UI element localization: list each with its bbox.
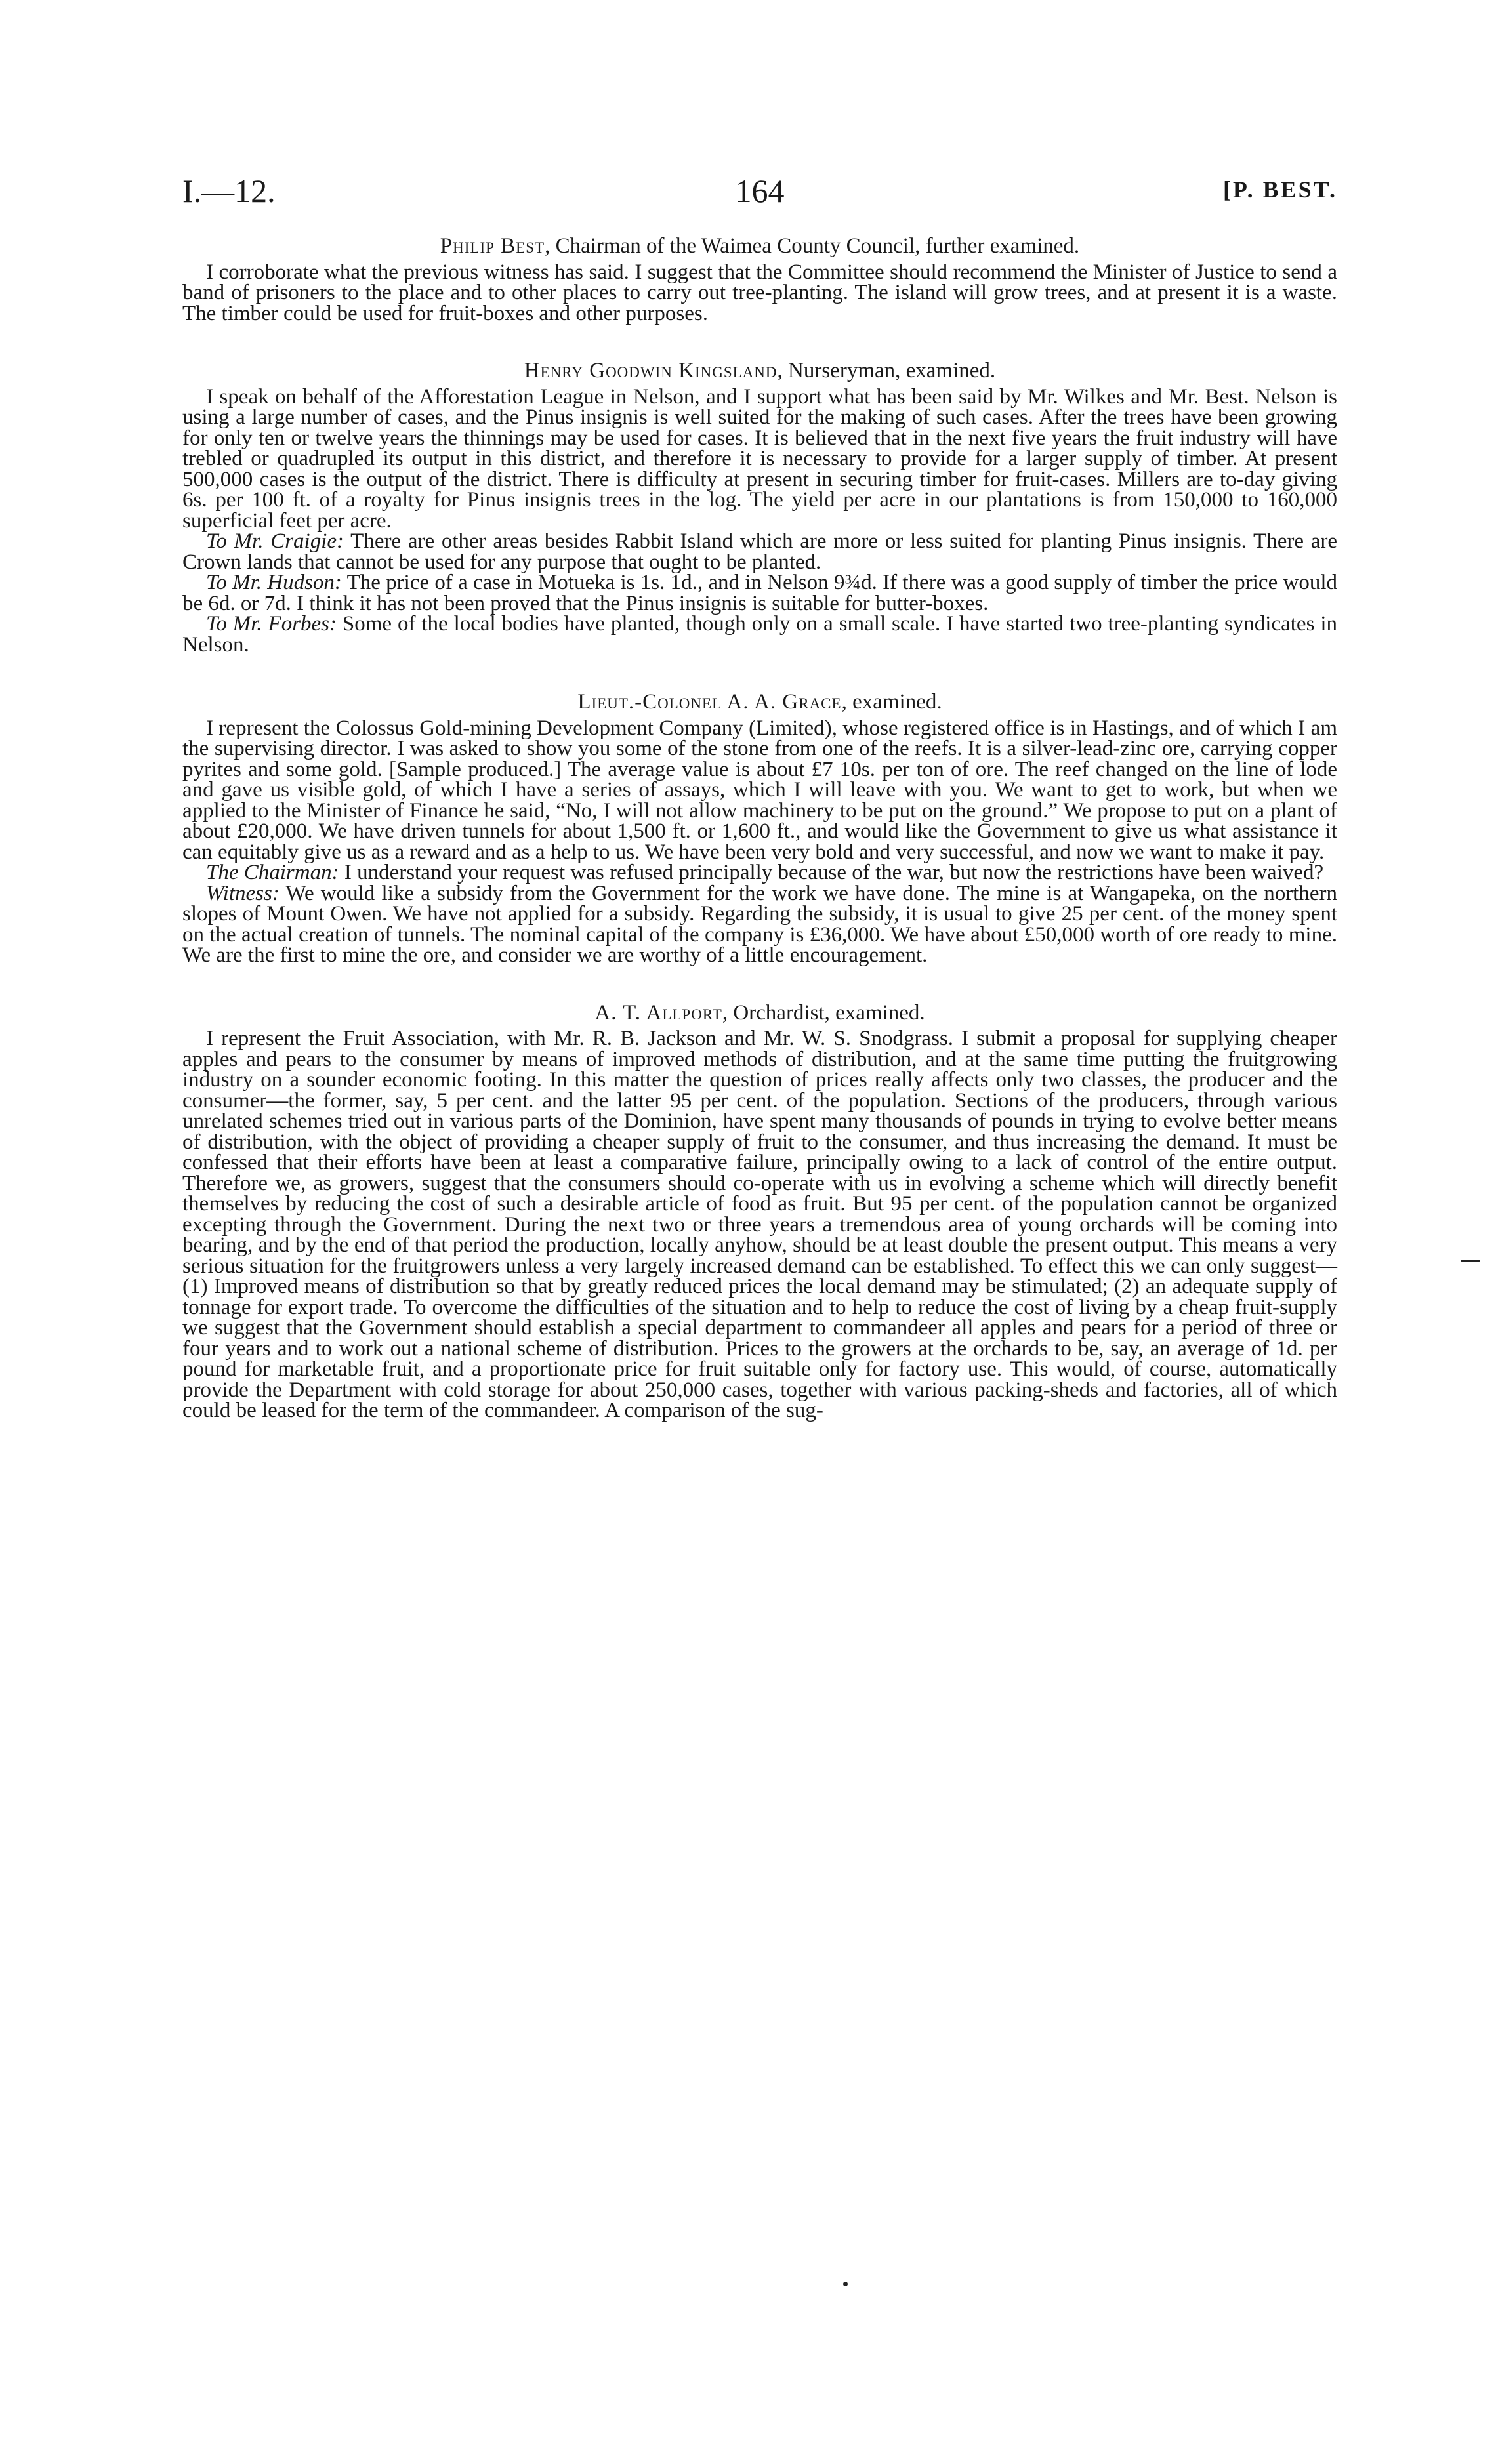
- questioner-label: To Mr. Forbes:: [206, 612, 337, 636]
- testimony-text: I speak on behalf of the Afforestation League in Nelson, and I support what has been said by Mr. Wilkes and Mr. Best. Nelson is using a large number of cases, and the Pinus insignis is well suited for the making of such cases. After the trees have been growing for only ten or twelve years the thinnings may be used for cases. It is believed that in the next five years the fruit industry will have trebled or quadrupled its output in this district, and therefore it is necessary to provide for a larger supply of timber. At present 500,000 cases is the output of the district. There is difficulty at present in securing timber for fruit-cases. Millers are to-day giving 6s. per 100 ft. of a royalty for Pinus insignis trees in the log. The yield per acre in our plantations is from 150,000 to 160,000 superficial feet per acre.: [182, 384, 1337, 533]
- scan-speck: [843, 2282, 848, 2286]
- witness-description: , Chairman of the Waimea County Council, further examined.: [545, 234, 1080, 258]
- testimony-paragraph: [182, 1029, 1337, 1422]
- testimony-paragraph: [182, 531, 1337, 573]
- testimony-text: I represent the Colossus Gold-mining Development Company (Limited), whose registered office is in Hastings, and of which I am the supervising director. I was asked to show you some of the stone from one of the reefs. It is a silver-lead-zinc ore, carrying copper pyrites and some gold. [Sample produced.] The average value is about £7 10s. per ton of ore. The reef changed on the line of lode and gave us visible gold, of which I have a series of assays, which I will leave with you. We want to get to work, but when we applied to the Minister of Finance he said, “No, I will not allow machinery to be put on the ground.” We propose to put on a plant of about £20,000. We have driven tunnels for about 1,500 ft. or 1,600 ft., and would like the Government to give us what assistance it can equitably give us as a reward and as a help to us. We have been very bold and very successful, and now we want to make it pay.: [182, 716, 1337, 864]
- witness-name: A. T. Allport: [594, 1000, 722, 1025]
- testimony-paragraph: [182, 863, 1337, 884]
- witness-heading: [182, 1000, 1337, 1025]
- witness-name: Philip Best: [440, 234, 545, 258]
- section-spacer: [182, 324, 1337, 361]
- witness-name: Henry Goodwin Kingsland: [524, 359, 778, 382]
- testimony-text: I understand your request was refused principally because of the war, but now the restrictions have been waived?: [339, 861, 1324, 884]
- testimony-text: We would like a subsidy from the Government for the work we have done. The mine is at Wangapeka, on the northern slopes of Mount Owen. We have not applied for a subsidy. Regarding the subsidy, it is usual to give 25 per cent. of the money spent on the actual creation of tunnels. The nominal capital of the company is £36,000. We have about £50,000 worth of ore ready to mine. We are the first to mine the ore, and consider we are worthy of a little encouragement.: [182, 881, 1337, 967]
- witness-running-head: [P. BEST.: [1222, 176, 1337, 203]
- questioner-label: To Mr. Craigie:: [206, 529, 344, 553]
- testimony-text: The price of a case in Motueka is 1s. 1d., and in Nelson 9¾d. If there was a good supply of timber the price would be 6d. or 7d. I think it has not been proved that the Pinus insignis is suitable for butter-boxes.: [182, 571, 1337, 615]
- witness-heading: [182, 692, 1337, 713]
- page-header: [182, 172, 1337, 218]
- witness-section: [182, 236, 1337, 324]
- questioner-label: To Mr. Hudson:: [206, 571, 342, 594]
- testimony-paragraph: [182, 573, 1337, 614]
- witness-heading: [182, 236, 1337, 257]
- testimony-text: There are other areas besides Rabbit Island which are more or less suited for planting Pinus insignis. There are Crown lands that cannot be used for any purpose that ought to be planted.: [182, 529, 1338, 574]
- witness-name: Lieut.-Colonel A. A. Grace: [577, 690, 842, 714]
- questioner-label: The Chairman:: [206, 861, 339, 884]
- testimony-paragraph: [182, 384, 1337, 533]
- testimony-paragraph: [182, 262, 1337, 325]
- page-body: [182, 236, 1337, 1422]
- testimony-text: I represent the Fruit Association, with Mr. R. B. Jackson and Mr. W. S. Snodgrass. I submit a proposal for supplying cheaper apples and pears to the consumer by means of improved methods of distribution, and at the same time putting the fruitgrowing industry on a sounder economic footing. In this matter the question of prices really affects only two classes, the producer and the consumer—the former, say, 5 per cent. and the latter 95 per cent. of the population. Sections of the producers, through various unrelated schemes tried out in various parts of the Dominion, have spent many thousands of pounds in trying to evolve better means of distribution, with the object of providing a cheaper supply of fruit to the consumer, and thus increasing the demand. It must be confessed that their efforts have been at least a comparative failure, principally owing to a lack of control of the entire output. Therefore we, as growers, suggest that the consumers should co-operate with us in evolving a scheme which will directly benefit themselves by reducing the cost of such a desirable article of food as fruit. But 95 per cent. of the population cannot be organized excepting through the Government. During the next two or three years a tremendous area of young orchards will be coming into bearing, and by the end of that period the production, locally anyhow, should be at least double the present output. This means a very serious situation for the fruitgrowers unless a very largely increased demand can be established. To effect this we can only suggest—(1) Improved means of distribution so that by greatly reduced prices the local demand may be stimulated; (2) an adequate supply of tonnage for export trade. To overcome the difficulties of the situation and to help to reduce the cost of living by a cheap fruit-supply we suggest that the Government should establish a special department to commandeer all apples and pears for a period of three or four years and to work out a national scheme of distribution. Prices to the growers at the orchards to be, say, an average of 1d. per pound for marketable fruit, and a proportionate price for fruit suitable only for factory use. This would, of course, automatically provide the Department with cold storage for about 250,000 cases, together with various packing-sheds and factories, all of which could be leased for the term of the commandeer. A comparison of the sug-: [182, 1027, 1337, 1422]
- testimony-paragraph: [182, 718, 1337, 863]
- witness-section: [182, 1000, 1337, 1422]
- section-spacer: [182, 966, 1337, 1003]
- witness-heading: [182, 361, 1337, 382]
- parliamentary-paper-reference: I.—12.: [182, 173, 276, 209]
- testimony-text: Some of the local bodies have planted, though only on a small scale. I have started two tree-planting syndicates in Nelson.: [182, 612, 1337, 657]
- testimony-paragraph: [182, 881, 1337, 967]
- witness-description: , examined.: [841, 690, 942, 714]
- questioner-label: Witness:: [206, 881, 280, 905]
- page-number: 164: [735, 173, 785, 209]
- witness-section: [182, 692, 1337, 966]
- testimony-text: I corroborate what the previous witness has said. I suggest that the Committee should recommend the Minister of Justice to send a band of prisoners to the place and to other places to carry out tree-planting. The island will grow trees, and at present it is a waste. The timber could be used for fruit-boxes and other purposes.: [182, 260, 1337, 325]
- section-spacer: [182, 655, 1337, 692]
- witness-description: , Orchardist, examined.: [722, 1000, 925, 1025]
- witness-description: , Nurseryman, examined.: [777, 359, 996, 382]
- witness-section: [182, 361, 1337, 655]
- scan-speck: [1461, 1260, 1480, 1262]
- testimony-paragraph: [182, 614, 1337, 655]
